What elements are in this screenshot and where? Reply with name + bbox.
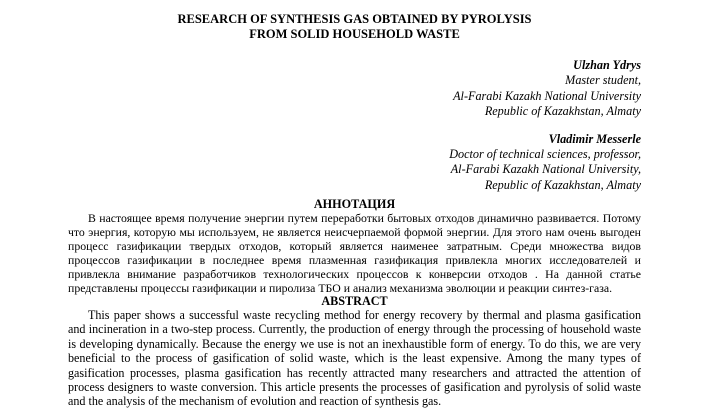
author-affiliation-line: Republic of Kazakhstan, Almaty (484, 104, 641, 119)
author-name: Ulzhan Ydrys (573, 58, 641, 72)
author-affiliation-line: Republic of Kazakhstan, Almaty (484, 177, 641, 192)
author-name: Vladimir Messerle (548, 131, 641, 146)
author-affiliation-line: Al-Farabi Kazakh National University, (450, 162, 641, 177)
abstract-text: This paper shows a successful waste recycling method for energy recovery by thermal and plasma gasification and incineration in a two-step process. Currently, the production of energy through the processing of household waste is developing dynamically. Because the energy we use is not an inexhaustible form of energy. To do this, we are very beneficial to the process of gasification of solid waste, which is the least expensive. Among the many types of gasification processes, plasma gasification has recently attracted many researchers and attracted the attention of process designers to waste conversion. This article presents the processes of gasification and pyrolysis of solid waste and the analysis of the mechanism of evolution and reaction of synthesis gas. (68, 308, 641, 409)
abstract-heading: ABSTRACT (321, 294, 388, 308)
paper-title-line-1: RESEARCH OF SYNTHESIS GAS OBTAINED BY PYROLYSIS (177, 12, 532, 26)
annotation-text: В настоящее время получение энергии путем переработки бытовых отходов динамично развивается. Потому что энергия, которую мы используем, не является неисчерпаемой формой энергии. Для этого нам очень выгоден процесс газификации твердых отходов, который является наименее затратным. Среди множества видов процессов газификации в последнее время плазменная газификация привлекла многих исследователей и привлекла внимание разработчиков технологических процессов к конверсии отходов . На данной статье представлены процессы газификации и пиролиза ТБО и анализ механизма эволюции и реакции синтез-газа. (68, 211, 641, 295)
author-block (281, 58, 641, 193)
author-affiliation-line: Doctor of technical sciences, professor, (449, 147, 641, 162)
author-affiliation-line: Master student, (565, 73, 641, 88)
author-affiliation-line: Al-Farabi Kazakh National University (453, 88, 641, 103)
annotation-heading: АННОТАЦИЯ (313, 197, 396, 211)
paper-title-line-2: FROM SOLID HOUSEHOLD WASTE (249, 27, 460, 41)
